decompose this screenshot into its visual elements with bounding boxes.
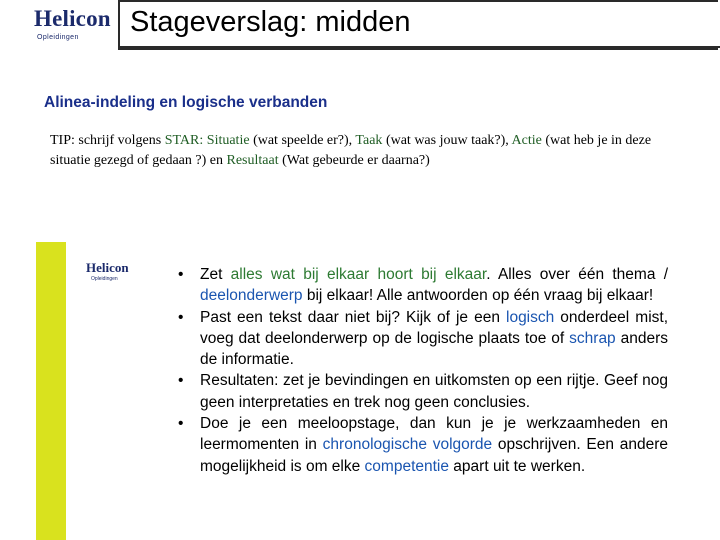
highlight-chronologische-volgorde: chronologische volgorde bbox=[322, 436, 493, 454]
bullet-marker: • bbox=[178, 308, 184, 326]
tip-actie: Actie bbox=[511, 133, 542, 148]
tip-paragraph bbox=[50, 131, 660, 170]
bullet-list bbox=[178, 264, 668, 477]
highlight-deelonderwerp: deelonderwerp bbox=[200, 287, 303, 305]
title-bar bbox=[118, 0, 718, 50]
tip-text-1: TIP: schrijf volgens bbox=[50, 133, 165, 148]
bullet-marker: • bbox=[178, 415, 184, 433]
list-item: • Past een tekst daar niet bij? Kijk of je een logisch onderdeel mist, voeg dat deelonderwerp op de logische plaats toe of schrap anders de informatie. bbox=[178, 308, 668, 369]
tip-taak: Taak bbox=[355, 133, 383, 148]
tip-text-3: (wat was jouw taak?), bbox=[382, 133, 512, 148]
tip-text-5: (Wat gebeurde er daarna?) bbox=[278, 152, 430, 168]
logo-text: Helicon bbox=[34, 6, 111, 31]
section-heading: Alinea-indeling en logische verbanden bbox=[44, 94, 328, 111]
highlight-logisch: logisch bbox=[506, 308, 555, 326]
page-title: Stageverslag: midden bbox=[130, 6, 411, 38]
highlight-competentie: competentie bbox=[364, 457, 449, 475]
list-item: • Resultaten: zet je bevindingen en uitkomsten op een rijtje. Geef nog geen interpretaties en trek nog geen conclusies. bbox=[178, 372, 668, 411]
title-underline bbox=[118, 46, 720, 48]
card-logo-subtext: Opleidingen bbox=[91, 276, 118, 282]
tip-text-4: (wat heb je in deze situatie gezegd of gedaan ?) en bbox=[50, 133, 652, 168]
card-logo-text: Helicon bbox=[86, 260, 129, 275]
logo-subtext: Opleidingen bbox=[37, 34, 79, 41]
bullet-marker: • bbox=[178, 372, 184, 390]
highlight-schrap: schrap bbox=[569, 329, 616, 347]
list-item: • Doe je een meeloopstage, dan kun je je werkzaamheden en leermomenten in chronologische volgorde opschrijven. Een andere mogelijkheid is om elke competentie apart uit te werken. bbox=[178, 415, 668, 475]
tip-situatie: Situatie bbox=[206, 133, 250, 148]
bullet-marker: • bbox=[178, 266, 184, 283]
card-stripe bbox=[36, 242, 66, 540]
helicon-card-image bbox=[36, 242, 164, 540]
tip-resultaat: Resultaat bbox=[226, 152, 279, 168]
list-item: • Zet alles wat bij elkaar hoort bij elkaar. Alles over één thema / deelonderwerp bij elkaar! Alle antwoorden op één vraag bij elkaar! bbox=[178, 266, 669, 305]
tip-star: STAR: bbox=[164, 133, 207, 148]
tip-text-2: (wat speelde er?), bbox=[249, 133, 356, 148]
highlight-alles-bij-elkaar: alles wat bij elkaar hoort bij elkaar bbox=[230, 266, 487, 283]
helicon-logo bbox=[0, 0, 118, 48]
